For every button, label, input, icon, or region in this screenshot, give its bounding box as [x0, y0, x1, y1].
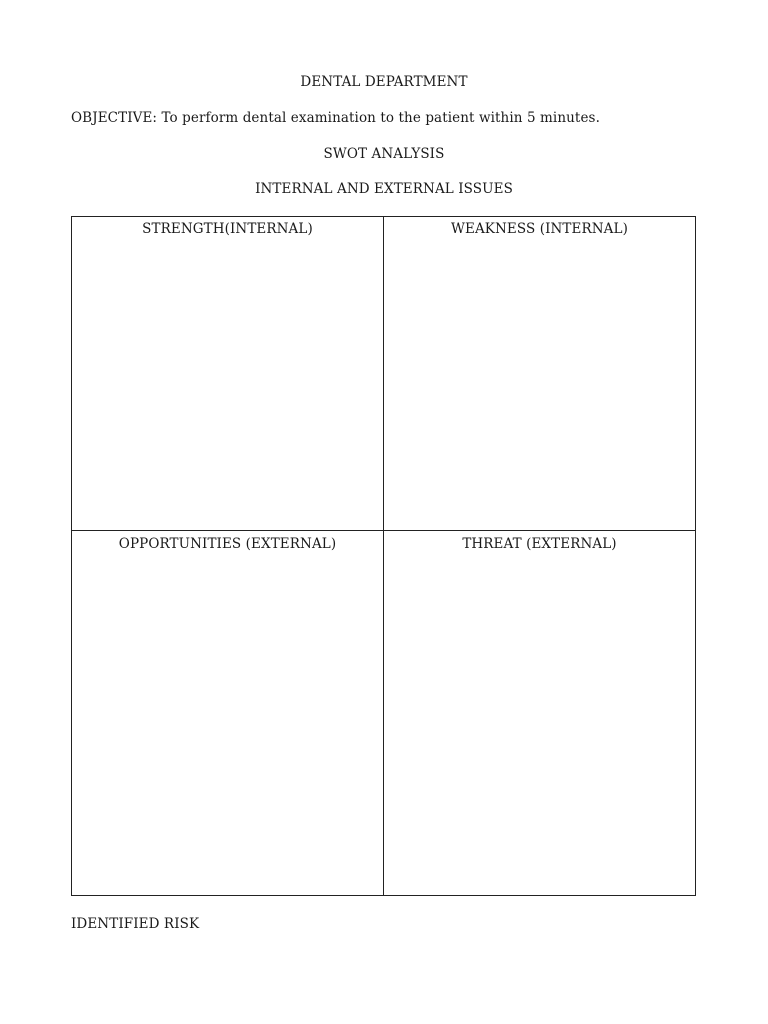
swot-table — [71, 216, 696, 896]
document-title: DENTAL DEPARTMENT — [300, 74, 468, 90]
strength-header: STRENGTH(INTERNAL) — [142, 221, 313, 237]
opportunities-cell — [72, 531, 384, 895]
strength-cell — [72, 217, 384, 531]
identified-risk-heading: IDENTIFIED RISK — [71, 916, 200, 932]
issues-heading: INTERNAL AND EXTERNAL ISSUES — [255, 181, 513, 197]
threat-cell — [384, 531, 695, 895]
swot-analysis-heading: SWOT ANALYSIS — [323, 146, 445, 162]
objective-statement: OBJECTIVE: To perform dental examination to the patient within 5 minutes. — [71, 110, 600, 126]
opportunities-header: OPPORTUNITIES (EXTERNAL) — [118, 536, 337, 552]
weakness-header: WEAKNESS (INTERNAL) — [451, 221, 628, 237]
weakness-cell — [384, 217, 695, 531]
threat-header: THREAT (EXTERNAL) — [462, 536, 617, 552]
